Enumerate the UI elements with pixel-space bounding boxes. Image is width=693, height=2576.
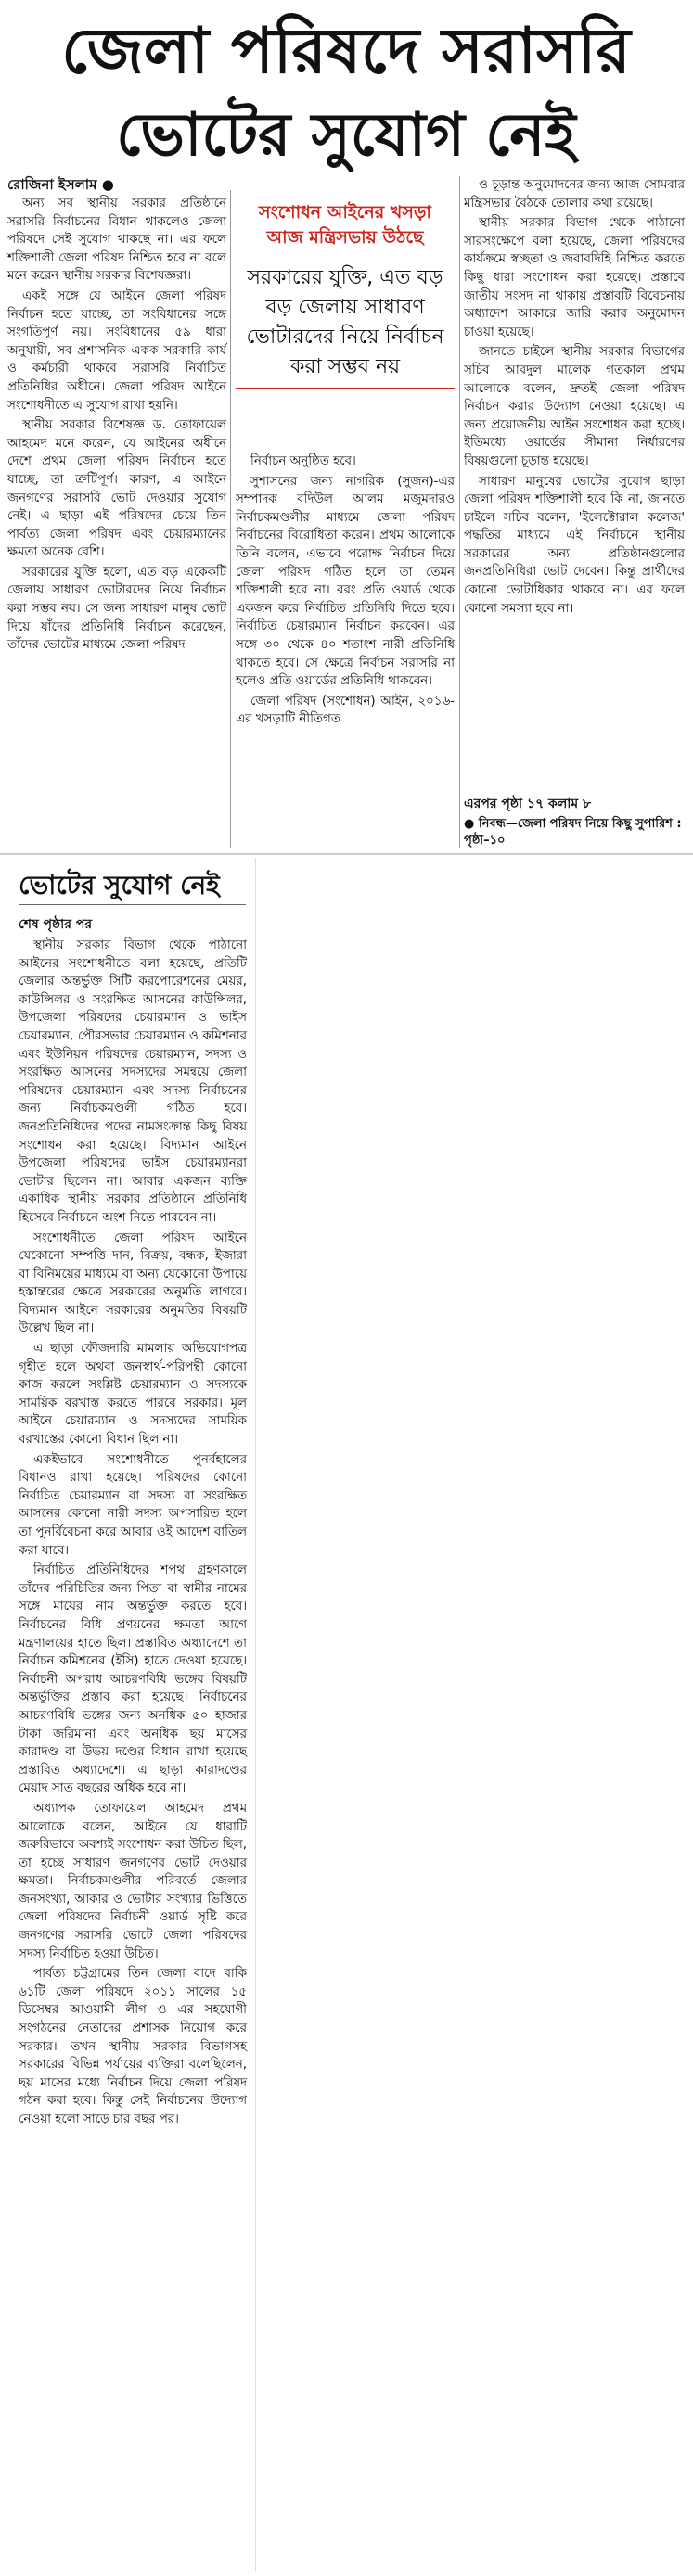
headline-line-1: জেলা পরিষদে সরাসরি (61, 15, 631, 88)
paragraph: নির্বাচন অনুষ্ঠিত হবে। (250, 454, 356, 468)
paragraph: এ ছাড়া ফৌজদারি মামলায় অভিযোগপত্র গৃহীত হলে অথবা জনস্বার্থ-পরিপন্থী কোনো কাজ করলে সংশ্লিষ্ট চেয়ারম্যান ও সদস্যকে সাময়িক বরখাস্ত করতে পারবে সরকার। মূল আইনে চেয়ারম্যান ও সদস্যদের সাময়িক বরখাস্তের কোনো বিধান ছিল না। (19, 1342, 247, 1447)
continuation-column (19, 937, 247, 2131)
paragraph: সংশোধনীতে জেলা পরিষদ আইনে যেকোনো সম্পত্তি দান, বিক্রয়, বন্ধক, ইজারা বা বিনিময়ের মাধ্যমে বা অন্য যেকোনো উপায়ে হস্তান্তরের ক্ষেত্রে সরকারের অনুমতি লাগবে। বিদ্যমান আইনে সরকারের অনুমতির বিষয়টি উল্লেখ ছিল না। (19, 1231, 247, 1336)
pull-quote-rule (236, 388, 455, 389)
section-divider (0, 853, 693, 855)
article-column-2 (236, 453, 455, 731)
paragraph: ও চূড়ান্ত অনুমোদনের জন্য আজ সোমবার মন্ত্রিসভার বৈঠকে তোলার কথা রয়েছে। (464, 178, 685, 210)
paragraph: সরকারের যুক্তি হলো, এত বড় একেকটি জেলায় সাধারণ ভোটারদের নিয়ে নির্বাচন করা সম্ভব নয়। সে জন্য সাধারণ মানুষ ভোট দিয়ে যাঁদের প্রতিনিধি নির্বাচন করেছেন, তাঁদের ভোটের মাধ্যমে জেলা পরিষদ (7, 565, 226, 653)
column-divider (230, 190, 231, 848)
paragraph: স্থানীয় সরকার বিশেষজ্ঞ ড. তোফায়েল আহমেদ মনে করেন, যে আইনের অধীনে দেশে প্রথম জেলা পরিষদ নির্বাচন হতে যাচ্ছে, তা ত্রুটিপূর্ণ। কারণ, এ আইনে জনগণের সরাসরি ভোট দেওয়ার সুযোগ নেই। এ ছাড়া এই পরিষদের চেয়ে তিন পার্বত্য জেলা পরিষদ এবং চেয়ারম্যানের ক্ষমতা অনেক বেশি। (7, 418, 226, 560)
related-article-link[interactable]: ● নিবন্ধ—জেলা পরিষদ নিয়ে কিছু সুপারিশ : পৃষ্ঠা–১০ (464, 817, 682, 848)
paragraph: স্থানীয় সরকার বিভাগ থেকে পাঠানো সারসংক্ষেপে বলা হয়েছে, জেলা পরিষদের কার্যক্রমে স্বচ্ছতা ও জবাবদিহি নিশ্চিত করতে কিছু ধারা সংশোধন করা হয়েছে। প্রস্তাবে জাতীয় সংসদ না থাকায় প্রস্তাবটি বিবেচনায় অধ্যাদেশ আকারে জারি করার অনুমোদন চাওয়া হয়েছে। (464, 216, 685, 339)
paragraph: পার্বত্য চট্টগ্রামের তিন জেলা বাদে বাকি ৬১টি জেলা পরিষদে ২০১১ সালের ১৫ ডিসেম্বর আওয়ামী লীগ ও এর সহযোগী সংগঠনের নেতাদের প্রশাসক নিয়োগ করে সরকার। তখন স্থানীয় সরকার বিভাগসহ সরকারের বিভিন্ন পর্যায়ের ব্যক্তিরা বলেছিলেন, ছয় মাসের মধ্যে নির্বাচন দিয়ে জেলা পরিষদ গঠন করা হবে। কিন্তু সেই নির্বাচনের উদ্যোগ নেওয়া হলো সাড়ে চার বছর পর। (19, 1967, 247, 2126)
byline: রোজিনা ইসলাম ● (7, 176, 114, 193)
jump-line: এরপর পৃষ্ঠা ১৭ কলাম ৮ (464, 797, 592, 811)
pull-quote-kicker-2: আজ মন্ত্রিসভায় উঠছে (266, 227, 424, 248)
headline-line-2: ভোটের সুযোগ নেই (116, 101, 576, 170)
pull-quote (236, 200, 455, 395)
paragraph: জেলা পরিষদ (সংশোধন) আইন, ২০১৬-এর খসড়াটি নীতিগত (236, 694, 455, 727)
paragraph: নির্বাচিত প্রতিনিধিদের শপথ গ্রহণকালে তাঁদের পরিচিতির জন্য পিতা বা স্বামীর নামের সঙ্গে মায়ের নাম অন্তর্ভুক্ত করতে হবে। নির্বাচনের বিধি প্রণয়নের ক্ষমতা আগে মন্ত্রণালয়ের হাতে ছিল। প্রস্তাবিত অধ্যাদেশে তা নির্বাচন কমিশনের (ইসি) হাতে দেওয়া হয়েছে। নির্বাচনী অপরাধ আচরণবিধি ভঙ্গের বিষয়টি অন্তর্ভুক্তির প্রস্তাব করা হয়েছে। নির্বাচনের আচরণবিধি ভঙ্গের জন্য অনধিক ৫০ হাজার টাকা জরিমানা এবং অনধিক ছয় মাসের কারাদণ্ড বা উভয় দণ্ডের বিধান রাখা হয়েছে প্রস্তাবিত অধ্যাদেশে। এ ছাড়া কারাদণ্ডের মেয়াদ সাত বছরের অধিক হবে না। (19, 1563, 247, 1796)
continuation-subtitle: শেষ পৃষ্ঠার পর (19, 917, 93, 932)
paragraph: একইভাবে সংশোধনীতে পুনর্বহালের বিধানও রাখা হয়েছে। পরিষদের কোনো নির্বাচিত চেয়ারম্যান বা সদস্য বা সংরক্ষিত আসনের কোনো নারী সদস্য অপসারিত হলে তা পুনর্বিবেচনা করে আবার ওই আদেশ বাতিল করা যাবে। (19, 1452, 247, 1558)
pull-quote-kicker-1: সংশোধন আইনের খসড়া (259, 202, 431, 223)
paragraph: সাধারণ মানুষের ভোটের সুযোগ ছাড়া জেলা পরিষদ শক্তিশালী হবে কি না, জানতে চাইলে সচিব বলেন, 'ইলেক্টোরাল কলেজ' পদ্ধতির মাধ্যমে এই নির্বাচনে স্থানীয় সরকারের অন্য প্রতিষ্ঠানগুলোর জনপ্রতিনিধিরা ভোট দেবেন। কিন্তু প্রার্থীদের কোনো ভোটাধিকার থাকবে না। এর ফলে কোনো সমস্যা হবে না। (464, 474, 685, 616)
paragraph: অন্য সব স্থানীয় সরকার প্রতিষ্ঠানে সরাসরি নির্বাচনের বিধান থাকলেও জেলা পরিষদে সেই সুযোগ থাকছে না। এর ফলে শক্তিশালী জেলা পরিষদ নিশ্চিত হবে না বলে মনে করেন স্থানীয় সরকার বিশেষজ্ঞরা। (7, 197, 226, 284)
paragraph: স্থানীয় সরকার বিভাগ থেকে পাঠানো আইনের সংশোধনীতে বলা হয়েছে, প্রতিটি জেলার অন্তর্ভুক্ত সিটি করপোরেশনের মেয়র, কাউন্সিলর ও সংরক্ষিত আসনের কাউন্সিলর, উপজেলা পরিষদের চেয়ারম্যান ও ভাইস চেয়ারম্যান, পৌরসভার চেয়ারম্যান ও কমিশনার এবং ইউনিয়ন পরিষদের চেয়ারম্যান, সদস্য ও সংরক্ষিত আসনের সদস্যদের সমন্বয়ে জেলা পরিষদের চেয়ারম্যান এবং সদস্য নির্বাচনের জন্য নির্বাচকমণ্ডলী গঠিত হবে। জনপ্রতিনিধিদের পদের নামসংক্রান্ত কিছু বিষয় সংশোধন করা হয়েছে। বিদ্যমান আইনে উপজেলা পরিষদের ভাইস চেয়ারম্যানরা ভোটার ছিলেন না। আবার একজন ব্যক্তি একাধিক স্থানীয় সরকার প্রতিষ্ঠানে প্রতিনিধি হিসেবে নির্বাচনে অংশ নিতে পারবেন না। (19, 938, 247, 1225)
paragraph: সুশাসনের জন্য নাগরিক (সুজন)-এর সম্পাদক বদিউল আলম মজুমদারও নির্বাচকমণ্ডলীর মাধ্যমে জেলা পরিষদ নির্বাচনের বিরোধিতা করেন। প্রথম আলোকে তিনি বলেন, এভাবে পরোক্ষ নির্বাচন দিয়ে জেলা পরিষদ গঠিত হলে তা তেমন শক্তিশালী হবে না। বরং প্রতি ওয়ার্ড থেকে একজন করে নির্বাচিত প্রতিনিধি দিতে হবে। নির্বাচিত চেয়ারম্যান নির্বাচন করবেন। এর সঙ্গে ৩০ থেকে ৪০ শতাংশ নারী প্রতিনিধি থাকতে হবে। সে ক্ষেত্রে নির্বাচন সরাসরি না হলেও প্রতি ওয়ার্ডের প্রতিনিধি থাকবেন। (236, 474, 455, 689)
article-column-3 (464, 176, 685, 619)
paragraph: অধ্যাপক তোফায়েল আহমেদ প্রথম আলোকে বলেন, আইনে যে ধারাটি জরুরিভাবে অবশ্যই সংশোধন করা উচিত ছিল, তা হচ্ছে সাধারণ জনগণের ভোট দেওয়ার ক্ষমতা। নির্বাচকমণ্ডলীর পরিবর্তে জেলার জনসংখ্যা, আকার ও ভোটার সংখ্যার ভিত্তিতে জেলা পরিষদের নির্বাচনী ওয়ার্ড সৃষ্টি করে জনগণের সরাসরি ভোটে জেলা পরিষদের সদস্য নির্বাচিত হওয়া উচিত। (19, 1801, 247, 1961)
pull-quote-text: সরকারের যুক্তি, এত বড় বড় জেলায় সাধারণ ভোটারদের নিয়ে নির্বাচন করা সম্ভব নয় (246, 266, 444, 378)
paragraph: একই সঙ্গে যে আইনে জেলা পরিষদ নির্বাচন হতে যাচ্ছে, তা সংবিধানের সঙ্গে সংগতিপূর্ণ নয়। সংবিধানের ৫৯ ধারা অনুযায়ী, সব প্রশাসনিক একক সরকারি কার্য ও কর্মচারী থাকবে সরাসরি নির্বাচিত প্রতিনিধির অধীনে। জেলা পরিষদ আইনে সংশোধনীতে এ সুযোগ রাখা হয়নি। (7, 288, 226, 413)
continuation-title: ভোটের সুযোগ নেই (19, 870, 220, 900)
headline (17, 9, 675, 176)
continuation-title-rule (19, 904, 246, 905)
article-column-1 (7, 195, 226, 657)
column-divider (459, 176, 460, 848)
paragraph: জানতে চাইলে স্থানীয় সরকার বিভাগের সচিব আবদুল মালেক গতকাল প্রথম আলোকে বলেন, দ্রুতই জেলা পরিষদ নির্বাচন করার উদ্যোগ নেওয়া হয়েছে। এ জন্য প্রয়োজনীয় আইন সংশোধন করা হচ্ছে। ইতিমধ্যে ওয়ার্ডের সীমানা নির্ধারণের বিষয়গুলো চূড়ান্ত হয়েছে। (464, 345, 685, 468)
